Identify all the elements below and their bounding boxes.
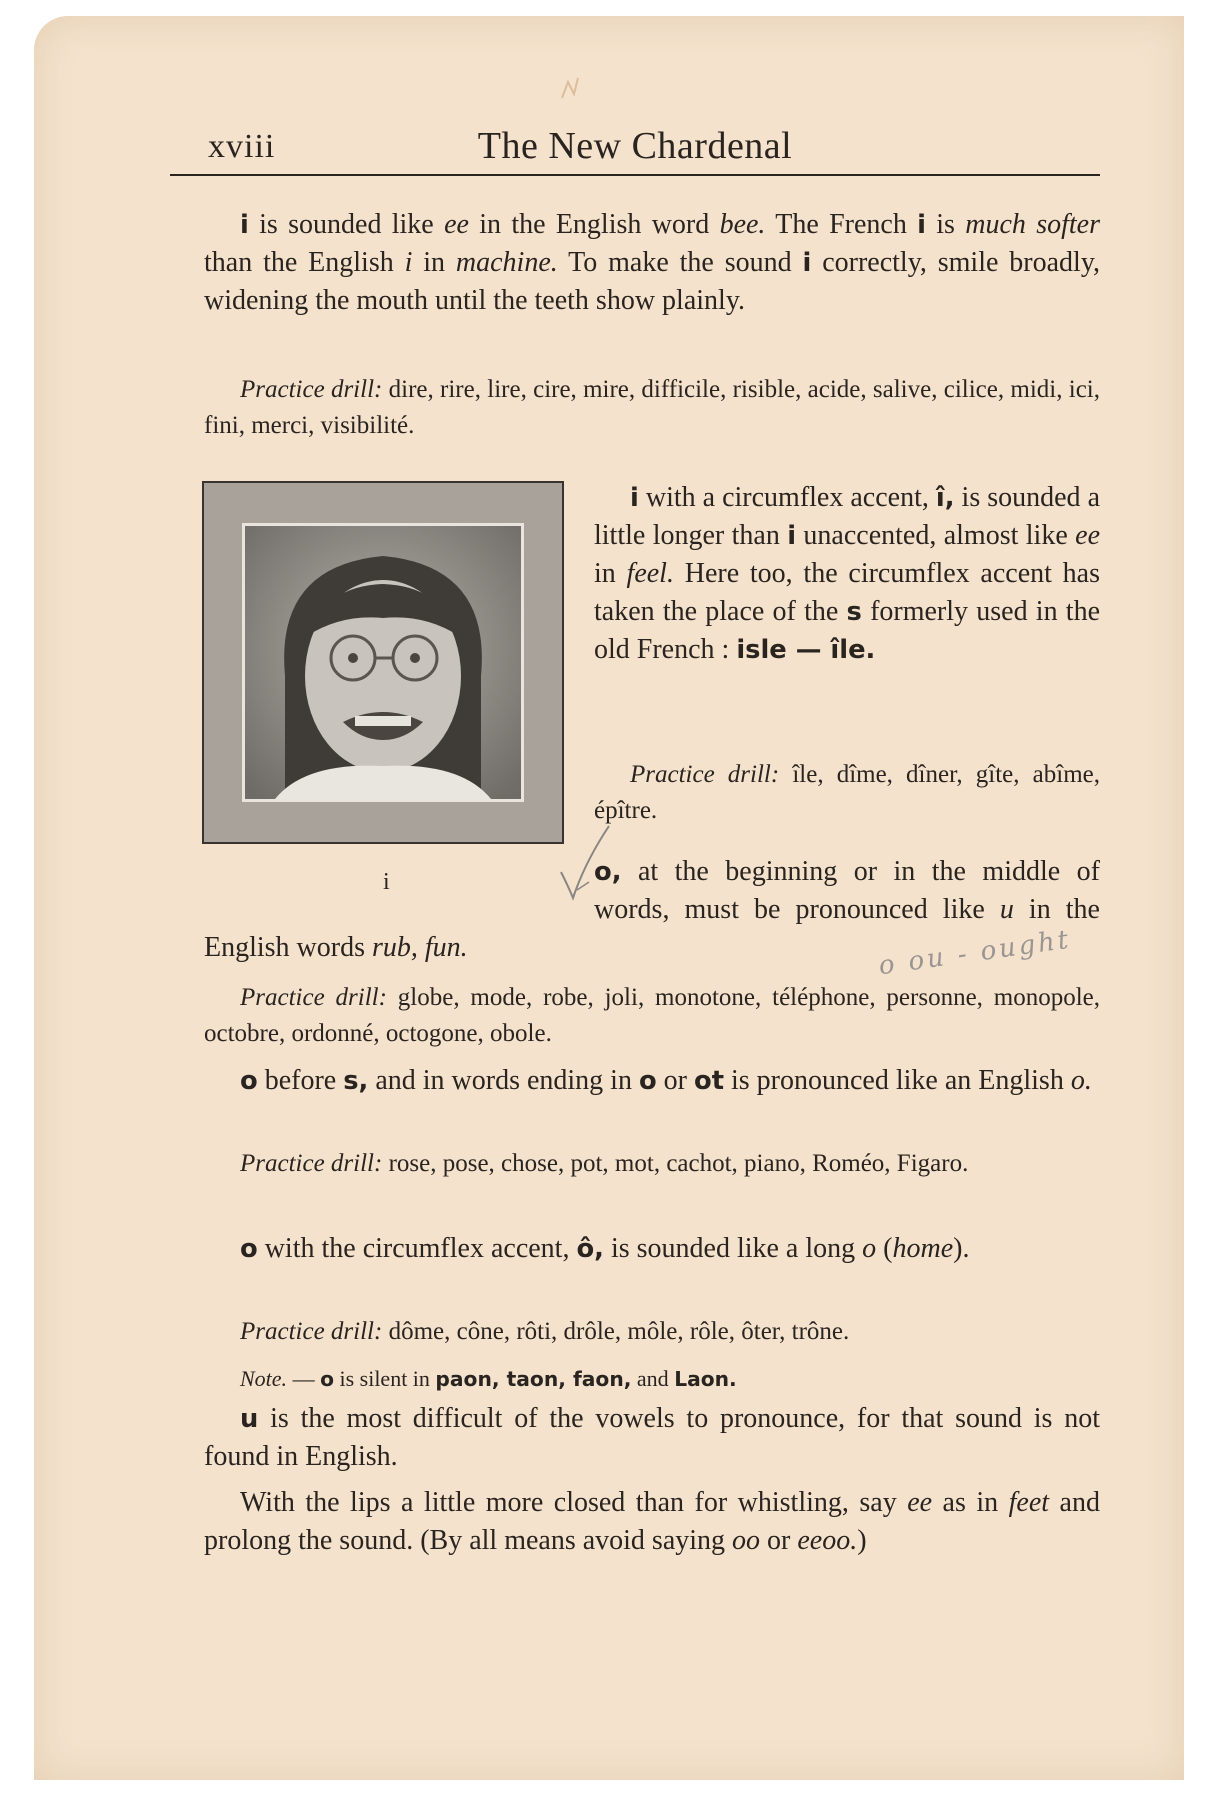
p2-run-3: is sounded a little longer than (594, 482, 1101, 551)
drill4-run-0: Practice drill: (240, 1150, 383, 1177)
p4-run-5: or (656, 1065, 694, 1096)
float-spacer (204, 853, 594, 929)
p3-run-2: u (999, 894, 1014, 925)
p5-run-2: ô, (576, 1234, 604, 1264)
p4-run-3: and in words ending in (368, 1065, 639, 1096)
p3-run-1: at the beginning or in the middle of words, must be pronounced like (594, 856, 1100, 925)
paragraph-i-sound (204, 206, 1100, 320)
note-silent-o (204, 1361, 1100, 1397)
p7-run-6: or (760, 1525, 798, 1556)
p3-run-0: o, (594, 857, 622, 887)
p7-run-7: eeoo. (797, 1525, 858, 1556)
p2-run-6: ee (1075, 520, 1100, 551)
p1-run-9: than the English (204, 247, 405, 278)
p5-run-0: o (240, 1234, 258, 1264)
p7-run-5: oo (732, 1525, 761, 1556)
p1-run-7: is (925, 209, 966, 240)
p4-run-0: o (240, 1066, 258, 1096)
p3-run-4: rub, fun. (372, 932, 468, 963)
p2-run-9: Here too, the circumflex accent has taken the place of the (594, 558, 1100, 627)
p2-run-5: unaccented, almost like (796, 520, 1076, 551)
drill3-run-1: globe, mode, robe, joli, monotone, téléphone, personne, monopole, octobre, ordonné, octogone, obole. (204, 984, 1101, 1047)
p1-run-12: machine. (455, 247, 558, 278)
note-run-0: Note. (240, 1366, 288, 1391)
practice-drill-i-circumflex (594, 757, 1100, 829)
p7-run-8: ) (857, 1525, 867, 1556)
note-run-4: paon, taon, faon, (435, 1367, 632, 1391)
p7-run-1: ee (907, 1487, 933, 1518)
p5-run-1: with the circumflex accent, (257, 1233, 577, 1264)
p7-run-3: feet (1008, 1487, 1050, 1518)
p6-run-1: is the most difficult of the vowels to pronounce, for that sound is not found in English. (204, 1403, 1100, 1472)
paragraph-u-instructions (204, 1484, 1100, 1560)
note-run-1: — (287, 1366, 321, 1391)
page-header (170, 122, 1100, 176)
note-run-5: and (631, 1366, 675, 1391)
paragraph-o-circumflex (204, 1230, 1100, 1268)
note-run-3: is silent in (333, 1366, 436, 1391)
pencil-check-mark (555, 822, 615, 902)
drill1-run-1: dire, rire, lire, cire, mire, difficile, risible, acide, salive, cilice, midi, ici, fini, merci, visibilité. (204, 376, 1101, 439)
p5-run-4: o (862, 1233, 877, 1264)
p4-run-1: before (257, 1065, 344, 1096)
p1-run-8: much softer (965, 209, 1100, 240)
p4-run-4: o (638, 1066, 657, 1096)
p1-run-13: To make the sound (557, 247, 803, 278)
p1-run-2: ee (444, 209, 469, 240)
practice-drill-o-final (204, 1146, 1100, 1182)
paragraph-u-sound (204, 1400, 1100, 1476)
drill2-run-1: île, dîme, dîner, gîte, abîme, épître. (594, 761, 1100, 824)
drill3-run-0: Practice drill: (240, 984, 387, 1011)
practice-drill-i (204, 372, 1100, 444)
handwritten-note-text: o ou - ought (876, 924, 1074, 982)
p1-run-5: The French (765, 209, 918, 240)
p4-run-2: s, (343, 1066, 369, 1096)
p2-run-2: î, (935, 483, 955, 513)
portrait-photo-icon (242, 523, 524, 802)
p4-run-8: o. (1070, 1065, 1092, 1096)
p1-run-14: i (802, 248, 812, 278)
p2-run-7: in (594, 558, 627, 589)
photo-caption: i (383, 869, 390, 895)
mouth-position-photo (202, 481, 564, 844)
p1-run-6: i (917, 210, 926, 240)
drill2-run-0: Practice drill: (630, 761, 780, 788)
p2-run-1: with a circumflex accent, (638, 482, 936, 513)
p7-run-0: With the lips a little more closed than for whistling, say (240, 1487, 908, 1518)
p4-run-6: ot (694, 1066, 724, 1096)
p1-run-15: correctly, smile broadly, widening the mouth until the teeth show plainly. (204, 247, 1101, 316)
page-number: xviii (208, 128, 276, 165)
p1-run-1: is sounded like (248, 209, 445, 240)
p2-run-11: formerly used in the old French : (594, 596, 1100, 665)
paragraph-o-before-s (204, 1062, 1100, 1100)
handwritten-margin-note (870, 924, 1170, 992)
p1-run-0: i (240, 210, 249, 240)
p6-run-0: u (240, 1404, 259, 1434)
p1-run-4: bee. (719, 209, 766, 240)
p5-run-3: is sounded like a long (603, 1233, 863, 1264)
practice-drill-o-circumflex (204, 1314, 1100, 1350)
drill1-run-0: Practice drill: (240, 376, 383, 403)
paper-stain-mark (554, 68, 594, 108)
drill5-run-1: dôme, cône, rôti, drôle, môle, rôle, ôter, trône. (382, 1318, 850, 1345)
p2-run-10: s (846, 597, 862, 627)
note-run-2: o (320, 1367, 334, 1391)
p2-run-12: isle — île. (736, 635, 876, 665)
paragraph-i-circumflex (594, 479, 1100, 669)
p1-run-11: in (412, 247, 456, 278)
p1-run-3: in the English word (468, 209, 720, 240)
p2-run-4: i (787, 521, 797, 551)
p3-run-3: in the English words (204, 894, 1100, 963)
p7-run-2: as in (932, 1487, 1009, 1518)
note-run-6: Laon. (674, 1367, 737, 1391)
p4-run-7: is pronounced like an English (724, 1065, 1071, 1096)
drill5-run-0: Practice drill: (240, 1318, 383, 1345)
p1-run-10: i (404, 247, 413, 278)
running-title: The New Chardenal (477, 125, 793, 167)
p5-run-7: ). (953, 1233, 970, 1264)
p5-run-5: ( (876, 1233, 893, 1264)
drill4-run-1: rose, pose, chose, pot, mot, cachot, piano, Roméo, Figaro. (382, 1150, 969, 1177)
p2-run-8: feel. (626, 558, 674, 589)
p2-run-0: i (630, 483, 639, 513)
p5-run-6: home (892, 1233, 954, 1264)
p7-run-4: and prolong the sound. (By all means avoid saying (204, 1487, 1100, 1556)
